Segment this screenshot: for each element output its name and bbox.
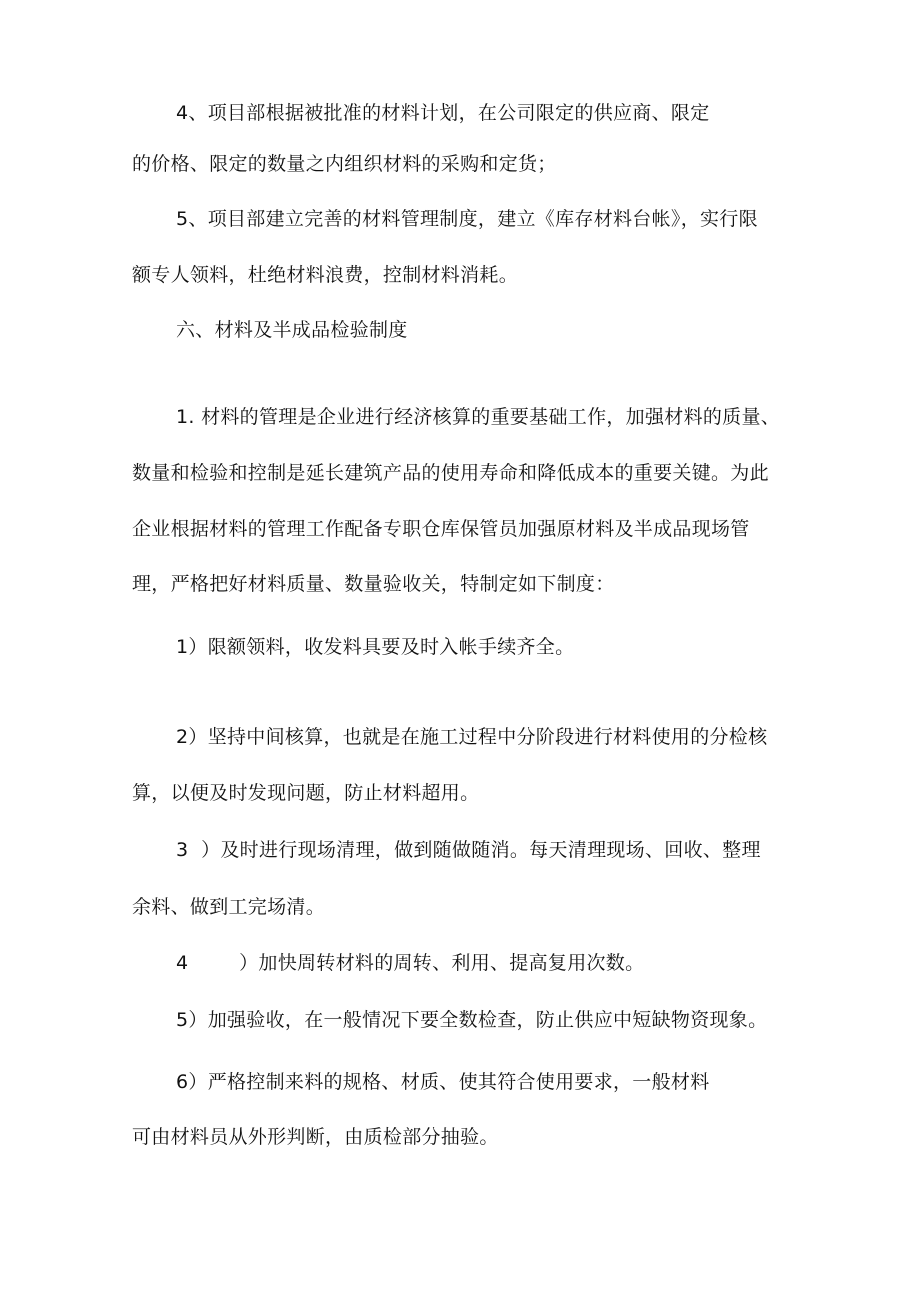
intro-line1: 1. 材料的管理是企业进行经济核算的重要基础工作，加强材料的质量、 — [176, 406, 781, 428]
rule6-line2: 可由材料员从外形判断，由质检部分抽验。 — [132, 1126, 499, 1148]
intro-line2: 数量和检验和控制是延长建筑产品的使用寿命和降低成本的重要关键。为此 — [132, 462, 769, 484]
rule2-line2: 算，以便及时发现问题，防止材料超用。 — [132, 782, 480, 804]
rule1: 1）限额领料，收发料具要及时入帐手续齐全。 — [176, 636, 575, 658]
item4-line1: 4、项目部根据被批准的材料计划，在公司限定的供应商、限定 — [176, 102, 710, 124]
intro-line4: 理，严格把好材料质量、数量验收关，特制定如下制度： — [132, 573, 615, 595]
rule5: 5）加强验收，在一般情况下要全数检查，防止供应中短缺物资现象。 — [176, 1009, 768, 1031]
rule2-line1: 2）坚持中间核算，也就是在施工过程中分阶段进行材料使用的分检核 — [176, 726, 768, 748]
rule3-line2: 余料、做到工完场清。 — [132, 896, 326, 918]
rule4: 4 ）加快周转材料的周转、利用、提高复用次数。 — [176, 952, 645, 974]
rule3-line1: 3 ）及时进行现场清理，做到随做随消。每天清理现场、回收、整理 — [176, 839, 761, 861]
section6-heading: 六、材料及半成品检验制度 — [176, 319, 408, 341]
rule6-line1: 6）严格控制来料的规格、材质、使其符合使用要求，一般材料 — [176, 1071, 710, 1093]
item4-line2: 的价格、限定的数量之内组织材料的采购和定货； — [132, 153, 557, 175]
item5-line2: 额专人领料，杜绝材料浪费，控制材料消耗。 — [132, 264, 519, 286]
intro-line3: 企业根据材料的管理工作配备专职仓库保管员加强原材料及半成品现场管 — [132, 518, 750, 540]
item5-line1: 5、项目部建立完善的材料管理制度，建立《库存材料台帐》，实行限 — [176, 208, 758, 230]
